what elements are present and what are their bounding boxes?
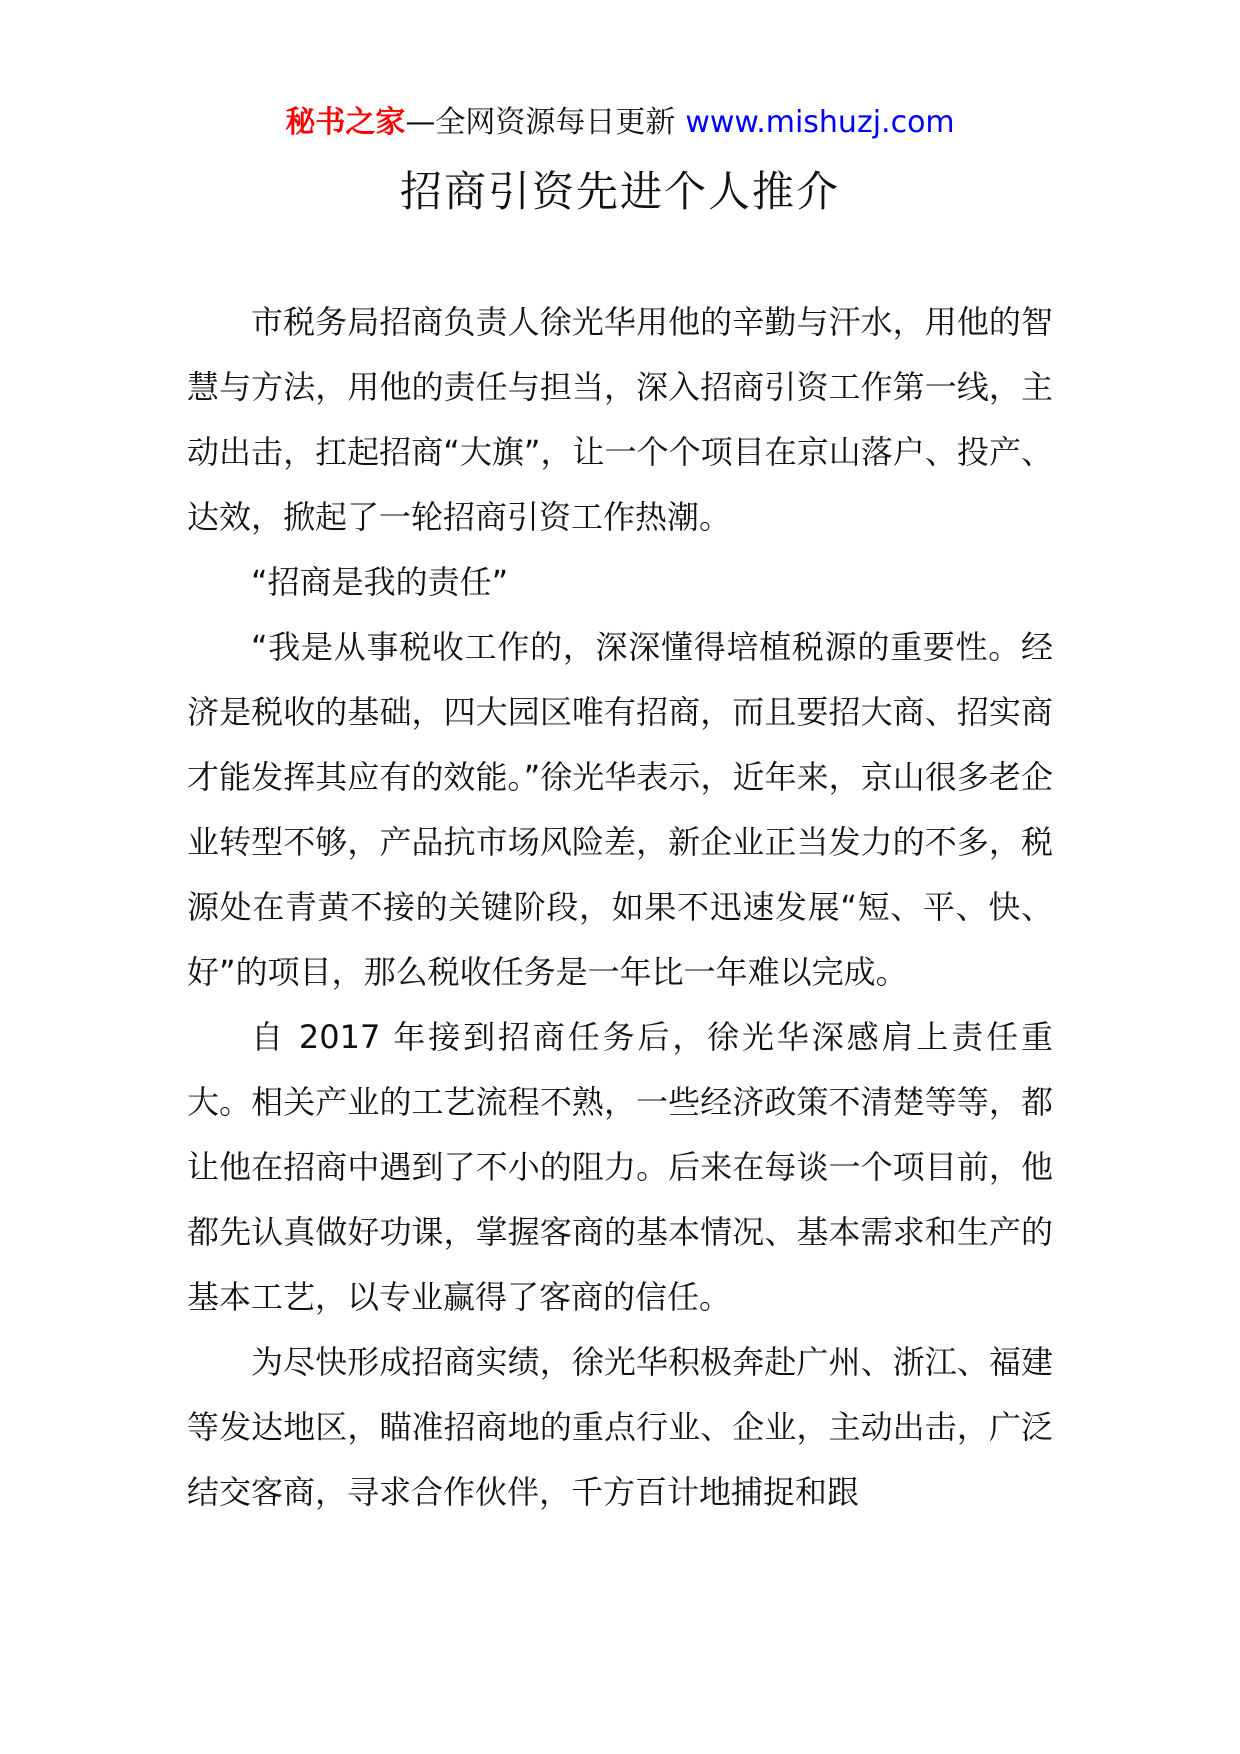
paragraph-quote: “我是从事税收工作的，深深懂得培植税源的重要性。经济是税收的基础，四大园区唯有招商，而且要招大商、招实商才能发挥其应有的效能。”徐光华表示，近年来，京山很多老企业转型不够，产品抗市场风险差，新企业正当发力的不多，税源处在青黄不接的关键阶段，如果不迅速发展“短、平、快、好”的项目，那么税收任务是一年比一年难以完成。: [187, 628, 1053, 991]
site-url-link[interactable]: www.mishuzj.com: [685, 105, 955, 140]
paragraph-2017: 自 2017 年接到招商任务后，徐光华深感肩上责任重大。相关产业的工艺流程不熟，一些经济政策不清楚等等，都让他在招商中遇到了不小的阻力。后来在每谈一个项目前，他都先认真做好功课，掌握客商的基本情况、基本需求和生产的基本工艺，以专业赢得了客商的信任。: [187, 1018, 1053, 1316]
site-tagline: —全网资源每日更新: [405, 105, 676, 140]
site-header: [0, 98, 1240, 148]
brand-name: 秘书之家: [285, 105, 406, 140]
paragraph-intro: 市税务局招商负责人徐光华用他的辛勤与汗水，用他的智慧与方法，用他的责任与担当，深入招商引资工作第一线，主动出击，扛起招商“大旗”，让一个个项目在京山落户、投产、达效，掀起了一轮招商引资工作热潮。: [187, 303, 1053, 536]
document-body: [187, 290, 1053, 1525]
paragraph-outreach: 为尽快形成招商实绩，徐光华积极奔赴广州、浙江、福建等发达地区，瞄准招商地的重点行业、企业，主动出击，广泛结交客商，寻求合作伙伴，千方百计地捕捉和跟: [187, 1343, 1053, 1511]
section-heading: “招商是我的责任”: [251, 563, 509, 601]
document-title: 招商引资先进个人推介: [399, 167, 840, 216]
